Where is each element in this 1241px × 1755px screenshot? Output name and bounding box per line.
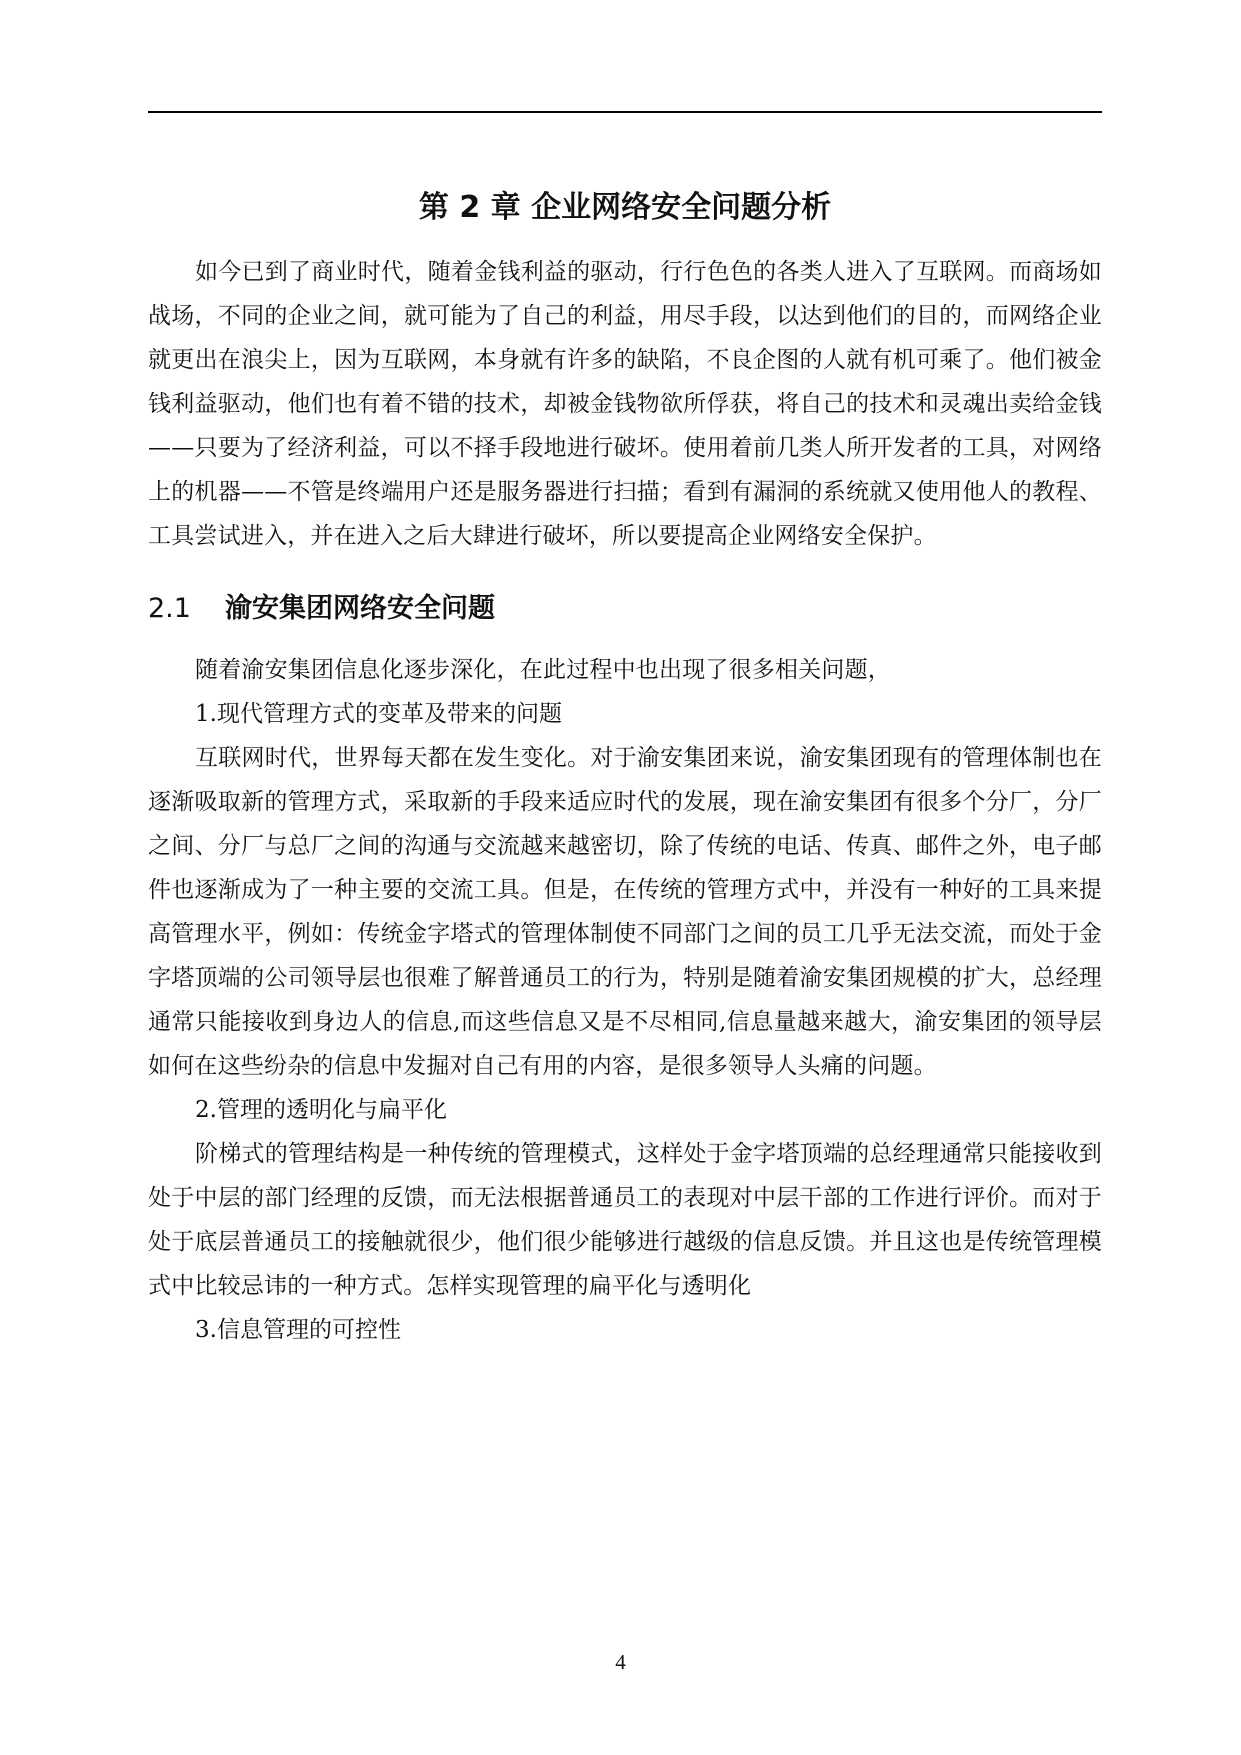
section-number: 2.1 xyxy=(148,593,191,624)
intro-paragraph: 如今已到了商业时代，随着金钱利益的驱动，行行色色的各类人进入了互联网。而商场如战场，不同的企业之间，就可能为了自己的利益，用尽手段，以达到他们的目的，而网络企业就更出在浪尖上，因为互联网，本身就有许多的缺陷，不良企图的人就有机可乘了。他们被金钱利益驱动，他们也有着不错的技术，却被金钱物欲所俘获，将自己的技术和灵魂出卖给金钱——只要为了经济利益，可以不择手段地进行破坏。使用着前几类人所开发者的工具，对网络上的机器——不管是终端用户还是服务器进行扫描；看到有漏洞的系统就又使用他人的教程、工具尝试进入，并在进入之后大肆进行破坏，所以要提高企业网络安全保护。 xyxy=(148,259,1102,549)
section-lead-paragraph: 随着渝安集团信息化逐步深化，在此过程中也出现了很多相关问题， xyxy=(195,657,891,683)
item-body-1: 互联网时代，世界每天都在发生变化。对于渝安集团来说，渝安集团现有的管理体制也在逐渐吸取新的管理方式，采取新的手段来适应时代的发展，现在渝安集团有很多个分厂，分厂之间、分厂与总厂之间的沟通与交流越来越密切，除了传统的电话、传真、邮件之外，电子邮件也逐渐成为了一种主要的交流工具。但是，在传统的管理方式中，并没有一种好的工具来提高管理水平，例如：传统金字塔式的管理体制使不同部门之间的员工几乎无法交流，而处于金字塔顶端的公司领导层也很难了解普通员工的行为，特别是随着渝安集团规模的扩大，总经理通常只能接收到身边人的信息,而这些信息又是不尽相同,信息量越来越大，渝安集团的领导层如何在这些纷杂的信息中发掘对自己有用的内容，是很多领导人头痛的问题。 xyxy=(148,745,1102,1079)
page-number: 4 xyxy=(615,1650,626,1674)
item-heading-2: 2.管理的透明化与扁平化 xyxy=(195,1097,447,1123)
header-rule xyxy=(148,111,1102,113)
chapter-title: 第 2 章 企业网络安全问题分析 xyxy=(418,190,832,225)
section-title: 渝安集团网络安全问题 xyxy=(225,593,495,624)
page-content xyxy=(148,180,1102,1352)
item-heading-1: 1.现代管理方式的变革及带来的问题 xyxy=(195,701,562,727)
item-body-2: 阶梯式的管理结构是一种传统的管理模式，这样处于金字塔顶端的总经理通常只能接收到处于中层的部门经理的反馈，而无法根据普通员工的表现对中层干部的工作进行评价。而对于处于底层普通员工的接触就很少，他们很少能够进行越级的信息反馈。并且这也是传统管理模式中比较忌讳的一种方式。怎样实现管理的扁平化与透明化 xyxy=(148,1141,1102,1299)
item-heading-3: 3.信息管理的可控性 xyxy=(195,1317,401,1343)
section-heading xyxy=(148,584,1102,634)
